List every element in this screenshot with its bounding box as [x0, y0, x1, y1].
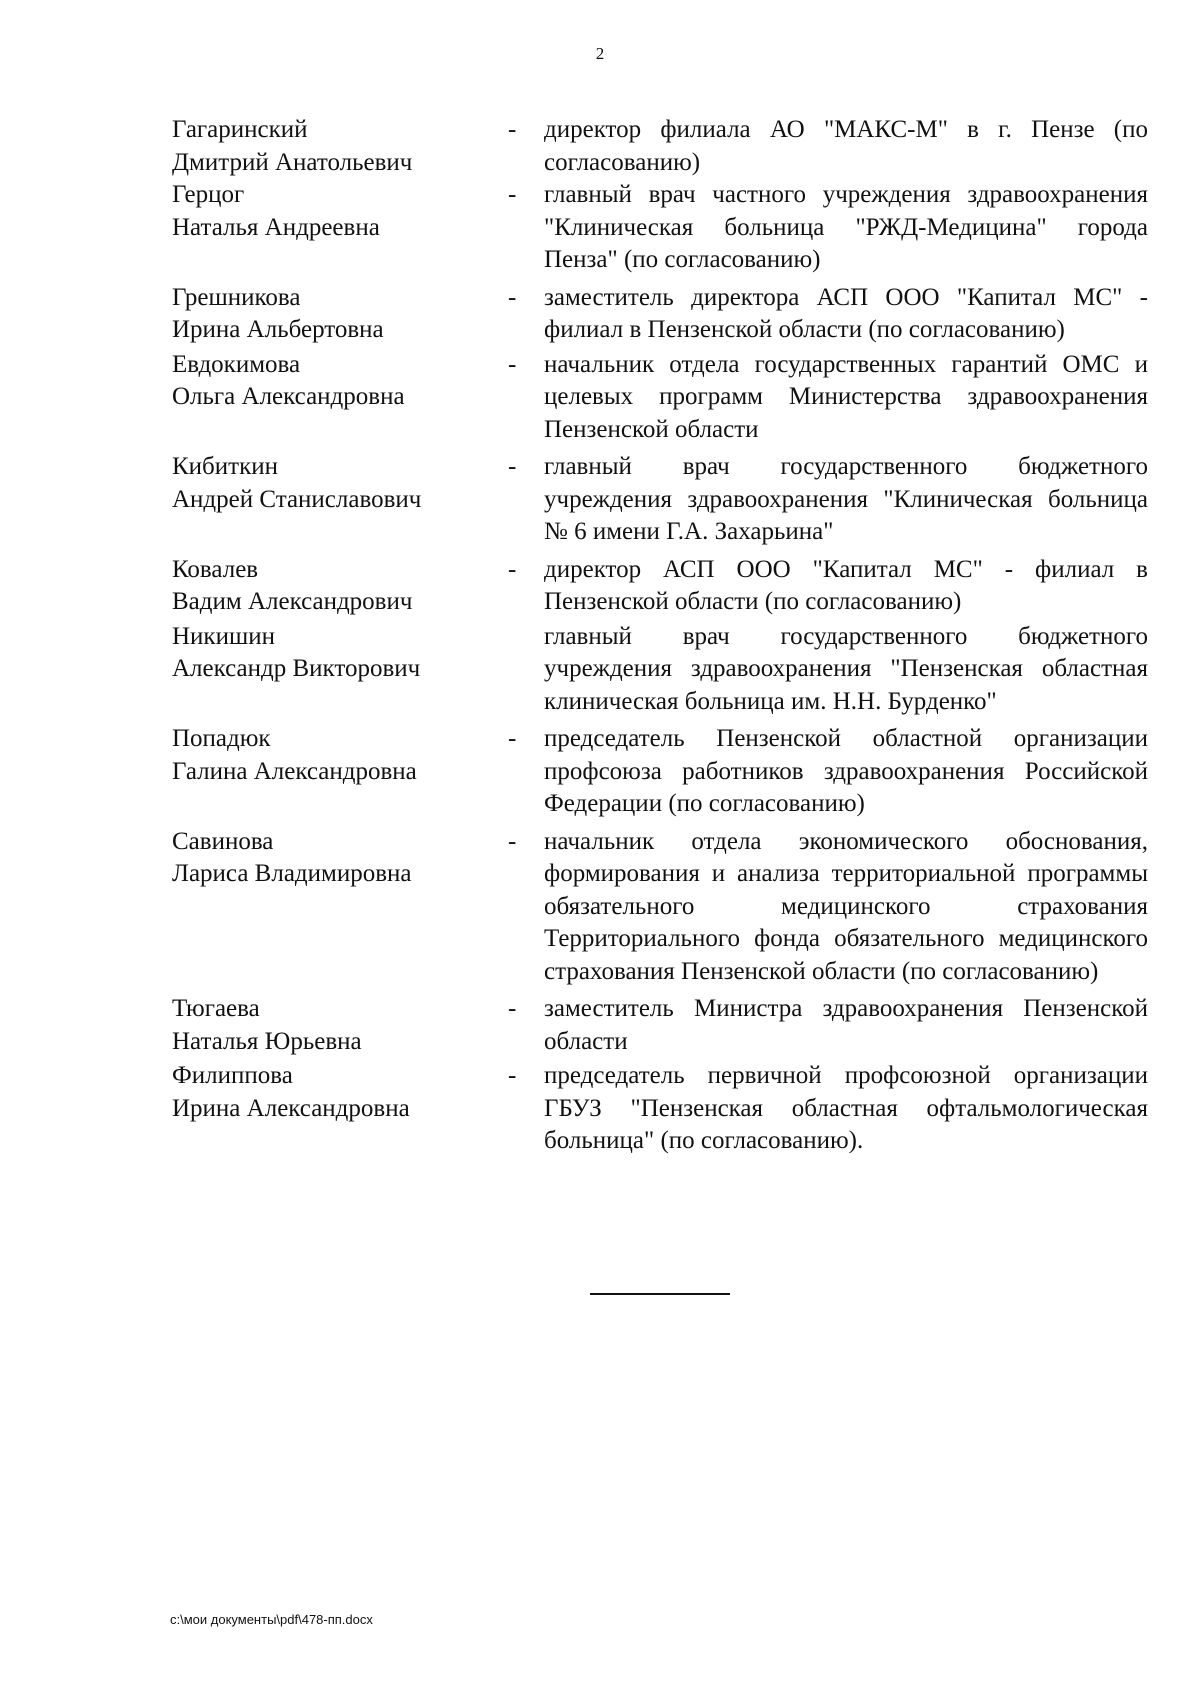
- member-row: [172, 1060, 1148, 1158]
- member-surname: Герцог: [172, 181, 245, 208]
- member-row: [172, 826, 1148, 989]
- member-given-names: Лариса Владимировна: [172, 860, 412, 887]
- member-dash: -: [508, 995, 517, 1022]
- member-description: заместитель директора АСП ООО "Капитал МС" - филиал в Пензенской области (по согласованию): [544, 283, 1148, 343]
- member-row: [172, 451, 1148, 549]
- member-given-names: Ирина Александровна: [172, 1094, 410, 1122]
- member-row: [172, 114, 1148, 179]
- member-given-names: Ирина Альбертовна: [172, 316, 384, 343]
- member-name: [172, 349, 508, 447]
- member-dash: -: [508, 827, 517, 855]
- member-row: [172, 349, 1148, 447]
- file-path: c:\мои документы\pdf\478-пп.docx: [170, 1612, 373, 1627]
- member-dash: -: [508, 181, 517, 208]
- member-given-names: Дмитрий Анатольевич: [172, 148, 413, 176]
- member-dash: -: [508, 1062, 517, 1089]
- member-description: главный врач государственного бюджетного учреждения здравоохранения "Пензенская областная клиническая больница им. Н.Н. Бурденко": [544, 622, 1148, 715]
- member-dash: -: [508, 283, 517, 311]
- member-name: [172, 826, 508, 989]
- member-given-names: Андрей Станиславович: [172, 485, 422, 513]
- member-name: [172, 1060, 508, 1158]
- member-row: [172, 179, 1148, 277]
- member-description: начальник отдела государственных гарантий ОМС и целевых программ Министерства здравоохранения Пензенской области: [544, 350, 1148, 443]
- closing-rule: [590, 1293, 730, 1295]
- member-given-names: Вадим Александрович: [172, 588, 413, 615]
- member-row: [172, 723, 1148, 821]
- member-name: [172, 282, 508, 347]
- member-given-names: Наталья Андреевна: [172, 213, 380, 241]
- member-description: главный врач частного учреждения здравоохранения "Клиническая больница "РЖД-Медицина" города Пенза" (по согласованию): [544, 181, 1148, 273]
- member-surname: Кибиткин: [172, 453, 278, 480]
- member-name: [172, 451, 508, 549]
- member-surname: Ковалев: [172, 555, 259, 583]
- member-dash: [508, 621, 544, 719]
- member-description: начальник отдела экономического обоснования, формирования и анализа территориальной программы обязательного медицинского страхования Территориального фонда обязательного медицинского страхования Пензенской области (по согласованию): [544, 827, 1148, 985]
- member-description: председатель первичной профсоюзной организации ГБУЗ "Пензенская областная офтальмологическая больница" (по согласованию).: [544, 1062, 1148, 1154]
- member-dash: -: [508, 725, 517, 752]
- member-name: [172, 621, 508, 719]
- member-dash: -: [508, 453, 517, 480]
- member-surname: Тюгаева: [172, 995, 260, 1022]
- member-surname: Евдокимова: [172, 350, 301, 378]
- member-surname: Грешникова: [172, 283, 301, 311]
- member-description: директор АСП ООО "Капитал МС" - филиал в Пензенской области (по согласованию): [544, 555, 1148, 615]
- member-given-names: Ольга Александровна: [172, 383, 405, 410]
- member-name: [172, 723, 508, 821]
- member-row: [172, 282, 1148, 347]
- member-description: председатель Пензенской областной организации профсоюза работников здравоохранения Российской Федерации (по согласованию): [544, 725, 1148, 817]
- member-row: [172, 993, 1148, 1058]
- member-description: главный врач государственного бюджетного учреждения здравоохранения "Клиническая больница № 6 имени Г.А. Захарьина": [544, 453, 1148, 545]
- member-surname: Савинова: [172, 827, 274, 855]
- member-name: [172, 554, 508, 619]
- member-surname: Филиппова: [172, 1062, 293, 1089]
- member-dash: -: [508, 555, 517, 583]
- member-dash: -: [508, 116, 517, 143]
- member-given-names: Александр Викторович: [172, 655, 421, 682]
- member-row: [172, 554, 1148, 619]
- member-given-names: Наталья Юрьевна: [172, 1027, 362, 1055]
- member-given-names: Галина Александровна: [172, 757, 417, 785]
- member-name: [172, 993, 508, 1058]
- member-dash: -: [508, 350, 517, 378]
- member-row: [172, 621, 1148, 719]
- member-name: [172, 179, 508, 277]
- member-name: [172, 114, 508, 179]
- member-surname: Попадюк: [172, 725, 271, 752]
- member-description: заместитель Министра здравоохранения Пензенской области: [544, 995, 1148, 1055]
- member-surname: Гагаринский: [172, 116, 308, 143]
- member-list: [172, 114, 1148, 1158]
- page-number: 2: [595, 44, 605, 63]
- member-description: директор филиала АО "МАКС-М" в г. Пензе (по согласованию): [544, 116, 1148, 176]
- member-surname: Никишин: [172, 622, 275, 650]
